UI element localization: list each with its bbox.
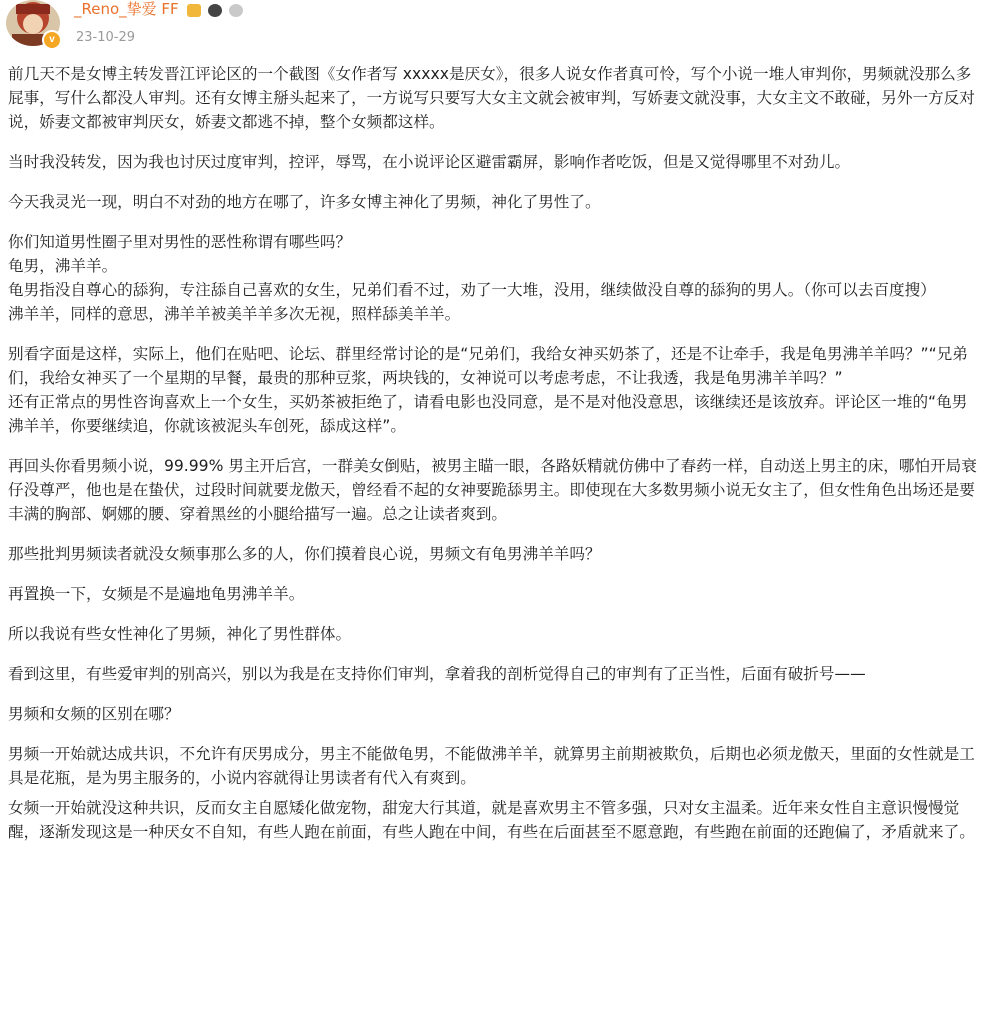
paragraph: 女频一开始就没这种共识，反而女主自愿矮化做宠物，甜宠大行其道，就是喜欢男主不管多强，只对女主温柔。近年来女性自主意识慢慢觉醒，逐渐发现这是一种厌女不自知，有些人跑在前面，有些人跑在中间，有些在后面甚至不愿意跑，有些跑在前面的还跑偏了，矛盾就来了。 xyxy=(8,799,975,841)
paragraph: 所以我说有些女性神化了男频，神化了男性群体。 xyxy=(8,625,352,643)
paragraph: 再回头你看男频小说，99.99% 男主开后宫，一群美女倒贴，被男主瞄一眼，各路妖精就仿佛中了春药一样，自动送上男主的床，哪怕开局衰仔没尊严，他也是在蛰伏，过段时间就要龙傲天，曾经看不起的女神要跪舔男主。即使现在大多数男频小说无女主了，但女性角色出场还是要丰满的胸部、婀娜的腰、穿着黑丝的小腿给描写一遍。总之让读者爽到。 xyxy=(8,457,977,523)
paragraph: 再置换一下，女频是不是遍地龟男沸羊羊。 xyxy=(8,585,305,603)
paragraph: 龟男，沸羊羊。 xyxy=(8,257,118,275)
paragraph: 男频和女频的区别在哪？ xyxy=(8,705,180,723)
paragraph: 男频一开始就达成共识，不允许有厌男成分，男主不能做龟男，不能做沸羊羊，就算男主前期被欺负，后期也必须龙傲天，里面的女性就是工具是花瓶，是为男主服务的，小说内容就得让男读者有代入有爽到。 xyxy=(8,745,975,787)
post-date: 23-10-29 xyxy=(76,30,136,45)
paragraph: 当时我没转发，因为我也讨厌过度审判，控评，辱骂，在小说评论区避雷霸屏，影响作者吃饭，但是又觉得哪里不对劲儿。 xyxy=(8,153,851,171)
paragraph: 龟男指没自尊心的舔狗，专注舔自己喜欢的女生，兄弟们看不过，劝了一大堆，没用，继续做没自尊的舔狗的男人。（你可以去百度搜） xyxy=(8,281,936,299)
paragraph: 前几天不是女博主转发晋江评论区的一个截图《女作者写 xxxxx是厌女》，很多人说女作者真可怜，写个小说一堆人审判你，男频就没那么多屁事，写什么都没人审判。还有女博主掰头起来了，一方说写只要写大女主文就会被审判，写娇妻文就没事，大女主文不敢碰，另外一方反对说，娇妻文都被审判厌女，娇妻文都逃不掉，整个女频都这样。 xyxy=(8,65,975,131)
paragraph: 看到这里，有些爱审判的别高兴，别以为我是在支持你们审判，拿着我的剖析觉得自己的审判有了正当性，后面有破折号—— xyxy=(8,665,866,683)
verified-badge-icon: v xyxy=(42,30,62,50)
paragraph: 沸羊羊，同样的意思，沸羊羊被美羊羊多次无视，照样舔美羊羊。 xyxy=(8,305,461,323)
paragraph: 那些批判男频读者就没女频事那么多的人，你们摸着良心说，男频文有龟男沸羊羊吗？ xyxy=(8,545,601,563)
author-name-text[interactable]: _Reno_挚爱 FF xyxy=(74,0,179,18)
paragraph: 还有正常点的男性咨询喜欢上一个女生，买奶茶被拒绝了，请看电影也没同意，是不是对他没意思，该继续还是该放弃。评论区一堆的“龟男沸羊羊，你要继续追，你就该被泥头车创死，舔成这样”。 xyxy=(8,393,968,435)
member-icon xyxy=(187,4,201,17)
paragraph: 今天我灵光一现，明白不对劲的地方在哪了，许多女博主神化了男频，神化了男性了。 xyxy=(8,193,601,211)
post-body xyxy=(8,62,980,844)
panda-icon xyxy=(208,4,222,17)
author-name[interactable] xyxy=(74,0,245,19)
author-badges xyxy=(187,1,245,19)
post-header xyxy=(0,0,989,56)
medal-icon xyxy=(229,4,243,17)
paragraph: 你们知道男性圈子里对男性的恶性称谓有哪些吗？ xyxy=(8,233,352,251)
paragraph: 别看字面是这样，实际上，他们在贴吧、论坛、群里经常讨论的是“兄弟们，我给女神买奶茶了，还是不让牵手，我是龟男沸羊羊吗？”“兄弟们，我给女神买了一个星期的早餐，最贵的那种豆浆，两块钱的，女神说可以考虑考虑，不让我透，我是龟男沸羊羊吗？” xyxy=(8,345,968,387)
